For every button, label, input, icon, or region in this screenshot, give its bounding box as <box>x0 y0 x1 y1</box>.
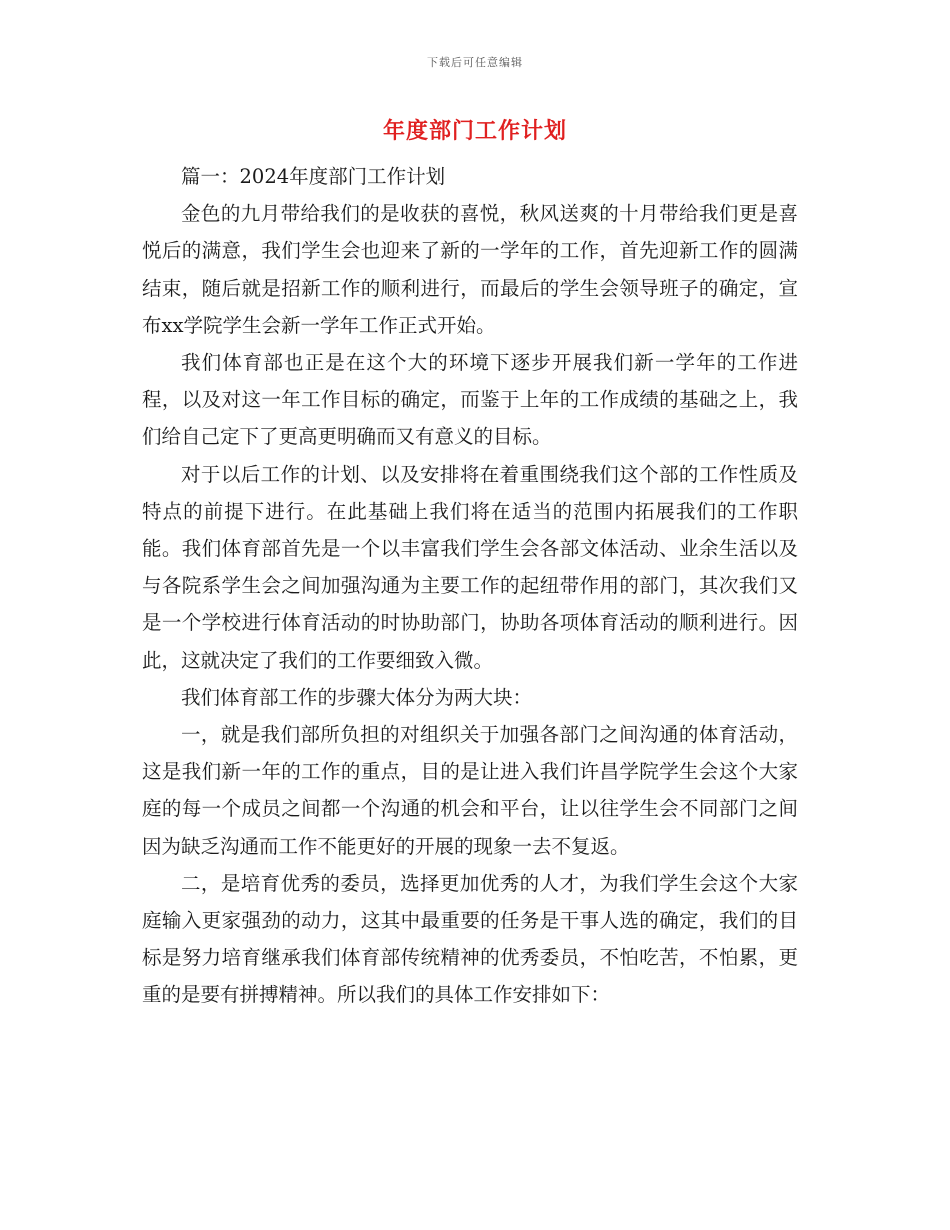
paragraph-plan: 对于以后工作的计划、以及安排将在着重围绕我们这个部的工作性质及特点的前提下进行。在此基础上我们将在适当的范围内拓展我们的工作职能。我们体育部首先是一个以丰富我们学生会各部文体活动、业余生活以及与各院系学生会之间加强沟通为主要工作的起纽带作用的部门，其次我们又是一个学校进行体育活动的时协助部门，协助各项体育活动的顺利进行。因此，这就决定了我们的工作要细致入微。 <box>142 462 798 672</box>
document-title: 年度部门工作计划 <box>382 118 567 144</box>
paragraph-step-one: 一，就是我们部所负担的对组织关于加强各部门之间沟通的体育活动，这是我们新一年的工作的重点，目的是让进入我们许昌学院学生会这个大家庭的每一个成员之间都一个沟通的机会和平台，让以往学生会不同部门之间因为缺乏沟通而工作不能更好的开展的现象一去不复返。 <box>142 723 798 858</box>
paragraph-intro: 金色的九月带给我们的是收获的喜悦，秋风送爽的十月带给我们更是喜悦后的满意，我们学生会也迎来了新的一学年的工作，首先迎新工作的圆满结束，随后就是招新工作的顺利进行，而最后的学生会领导班子的确定，宣布xx学院学生会新一学年工作正式开始。 <box>142 202 798 337</box>
paragraph-steps-intro: 我们体育部工作的步骤大体分为两大块： <box>181 685 533 709</box>
page-header-note: 下载后可任意编辑 <box>427 56 523 69</box>
document-body <box>142 158 798 1014</box>
paragraph-goals: 我们体育部也正是在这个大的环境下逐步开展我们新一学年的工作进程，以及对这一年工作目标的确定，而鉴于上年的工作成绩的基础之上，我们给自己定下了更高更明确而又有意义的目标。 <box>142 351 798 449</box>
paragraph-step-two: 二，是培育优秀的委员，选择更加优秀的人才，为我们学生会这个大家庭输入更家强劲的动力，这其中最重要的任务是干事人选的确定，我们的目标是努力培育继承我们体育部传统精神的优秀委员，不怕吃苦，不怕累，更重的是要有拼搏精神。所以我们的具体工作安排如下： <box>142 871 798 1007</box>
section-heading: 篇一：2024年度部门工作计划 <box>181 165 446 188</box>
